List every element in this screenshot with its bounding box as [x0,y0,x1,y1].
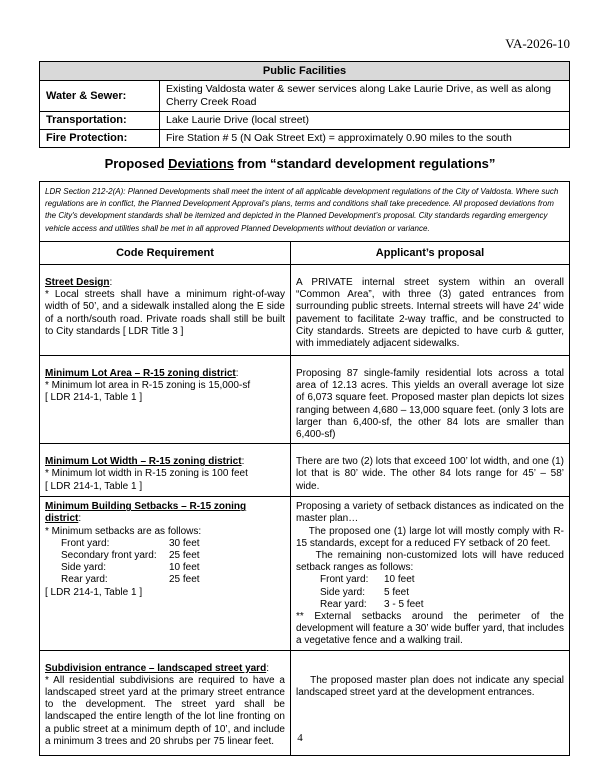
title-underlined: Deviations [168,156,234,171]
lot-area-line1: * Minimum lot area in R-15 zoning is 15,000-sf [45,380,251,392]
table-row: Minimum Building Setbacks – R-15 zoning district: * Minimum setbacks are as follows: Front yard: 30 feet Secondary front yard: 25 feet Side yard: 10 feet Rear yard: 25 feet [ LDR 214-1, Table 1 ] Proposing a variety of setback distances as indicated on the master plan… The proposed one (1) large lot will mostly comply with R-15 standards, except for a reduced FY setback of 20 feet. The remaining non-customized lots will have reduced setback ranges as follows: Front yard: 10 feet Side yard: 5 feet Rear yard: 3 - 5 feet ** External setbacks around the perimeter of the development will feature a 30’ wide buffer yard, that includes a vegetative fence and a walking trail. [40,497,570,650]
setbacks-proposal-p3: The remaining non-customized lots will have reduced setback ranges as follows: [296,550,567,574]
table-row: Minimum Lot Width – R-15 zoning district: * Minimum lot width in R-15 zoning is 100 feet [ LDR 214-1, Table 1 ] There are two (2) lots that exceed 100’ lot width, and one (1) lot that is 80’ wide. The other 84 lots range for 45’ – 58’ wide. [40,444,570,497]
code-requirement-header: Code Requirement [40,241,291,264]
setbacks-heading: Minimum Building Setbacks – R-15 zoning district [45,501,247,525]
water-sewer-label: Water & Sewer: [40,81,160,112]
transportation-label: Transportation: [40,112,160,130]
setback-name: Front yard: [61,537,110,549]
lot-area-proposal: Proposing 87 single-family residential lots across a total area of 12.13 acres. This yields an overall average lot size of 6,073 square feet. Proposed master plan depicts lot sizes ranging between 4,680 – 13,000 square feet. (only 3 lots are larger than 6,400-sf, the other 84 lots are smaller than 6,400-sf) [291,356,570,444]
table-row: Subdivision entrance – landscaped street yard: * All residential subdivisions are required to have a landscaped street yard at the primary street entrance to the development. The street yard shall be landscaped the entire length of the lot line fronting on a public street at a minimum depth of 10’, and include a minimum 3 trees and 20 shrubs per 75 linear feet. The proposed master plan does not indicate any special landscaped street yard at the development entrances. [40,650,570,755]
fire-protection-label: Fire Protection: [40,130,160,148]
public-facilities-title: Public Facilities [40,62,570,81]
proposed-setback-value: 10 feet [384,574,415,586]
proposed-setback-name: Side yard: [320,586,366,598]
lot-width-ref: [ LDR 214-1, Table 1 ] [45,480,143,492]
water-sewer-value: Existing Valdosta water & sewer services along Lake Laurie Drive, as well as along Cherry Creek Road [160,81,570,112]
entrance-proposal: The proposed master plan does not indicate any special landscaped street yard at the development entrances. [291,650,570,755]
lot-area-heading: Minimum Lot Area – R-15 zoning district [45,368,236,380]
setback-value: 25 feet [169,550,200,562]
proposed-setback-name: Rear yard: [320,598,367,610]
entrance-text: * All residential subdivisions are required to have a landscaped street yard at the primary street entrance to the development. The street yard shall be landscaped the entire length of the lot line fronting on a public street at a minimum depth of 10’, and include a minimum 3 trees and 20 shrubs per 75 linear feet. [45,674,285,747]
lot-width-heading: Minimum Lot Width – R-15 zoning district [45,456,242,468]
fire-protection-value: Fire Station # 5 (N Oak Street Ext) = approximately 0.90 miles to the south [160,130,570,148]
transportation-value: Lake Laurie Drive (local street) [160,112,570,130]
proposed-setback-value: 5 feet [384,586,410,598]
street-design-heading: Street Design [45,277,110,289]
setback-name: Secondary front yard: [61,550,157,562]
applicant-proposal-header: Applicant’s proposal [291,241,570,264]
setbacks-line1: * Minimum setbacks are as follows: [45,525,202,537]
setback-value: 30 feet [169,537,200,549]
public-facilities-table [39,61,570,148]
setback-name: Rear yard: [61,574,108,586]
title-part: Proposed [104,156,169,171]
street-design-proposal: A PRIVATE internal street system within an overall “Common Area”, with three (3) gated entrances from surrounding public streets. Internal streets will have 24’ wide pavement to facilitate 2-way traffic, and be constructed to City standards. Streets are depicted to have curb & gutter, with immediately adjacent sidewalks. [291,265,570,356]
setback-value: 10 feet [169,562,200,574]
table-row: Street Design: * Local streets shall have a minimum right-of-way width of 50’, and a sidewalk installed along the E side of a north/south road. Private roads shall still be built to City standards [ LDR Title 3 ] A PRIVATE internal street system within an overall “Common Area”, with three (3) gated entrances from surrounding public streets. Internal streets will have 24’ wide pavement to facilitate 2-way traffic, and be constructed to City standards. Streets are depicted to have curb & gutter, with immediately adjacent sidewalks. [40,265,570,356]
table-row: Minimum Lot Area – R-15 zoning district: * Minimum lot area in R-15 zoning is 15,000-sf [ LDR 214-1, Table 1 ] Proposing 87 single-family residential lots across a total area of 12.13 acres. This yields an overall average lot size of 6,073 square feet. Proposed master plan depicts lot sizes ranging between 4,680 – 13,000 square feet. (only 3 lots are larger than 6,400-sf, the other 84 lots are smaller than 6,400-sf) [40,356,570,444]
page-number: 4 [297,732,303,744]
setbacks-proposal-p1: Proposing a variety of setback distances as indicated on the master plan… [296,501,564,525]
lot-width-line1: * Minimum lot width in R-15 zoning is 100 feet [45,468,248,480]
lot-width-proposal: There are two (2) lots that exceed 100’ lot width, and one (1) lot that is 80’ wide. The other 84 lots range for 45’ – 58’ wide. [291,444,570,497]
setbacks-ref: [ LDR 214-1, Table 1 ] [45,586,143,598]
setback-name: Side yard: [61,562,107,574]
title-part: from “standard development regulations” [233,156,496,171]
setbacks-proposal-p2: The proposed one (1) large lot will mostly comply with R-15 standards, except for a reduced FY setback of 20 feet. [296,525,564,549]
entrance-heading: Subdivision entrance – landscaped street yard [45,662,267,674]
ldr-note: LDR Section 212-2(A): Planned Developments shall meet the intent of all applicable development regulations of the City of Valdosta. Where such regulations are in conflict, the Planned Development Approval’s plans, terms and conditions shall take precedence. All proposed deviations from the City's development standards shall be itemized and depicted in the Planned Development’s proposal. City standards regarding emergency vehicle access and utilities shall be met in all approved Planned Developments without deviation or variance. [40,182,570,242]
proposed-setback-value: 3 - 5 feet [384,598,424,610]
lot-area-ref: [ LDR 214-1, Table 1 ] [45,392,143,404]
proposed-setback-name: Front yard: [320,574,369,586]
street-design-text: * Local streets shall have a minimum right-of-way width of 50’, and a sidewalk installed along the E side of a north/south road. Private roads shall still be built to City standards [ LDR Title 3 ] [45,289,285,337]
document-id: VA-2026-10 [505,36,570,51]
deviations-title [0,156,600,171]
setback-value: 25 feet [169,574,200,586]
deviations-table [39,181,570,756]
setbacks-proposal-p4: ** External setbacks around the perimeter of the development will feature a 30’ wide buffer yard, that includes a vegetative fence and a walking trail. [296,611,564,647]
